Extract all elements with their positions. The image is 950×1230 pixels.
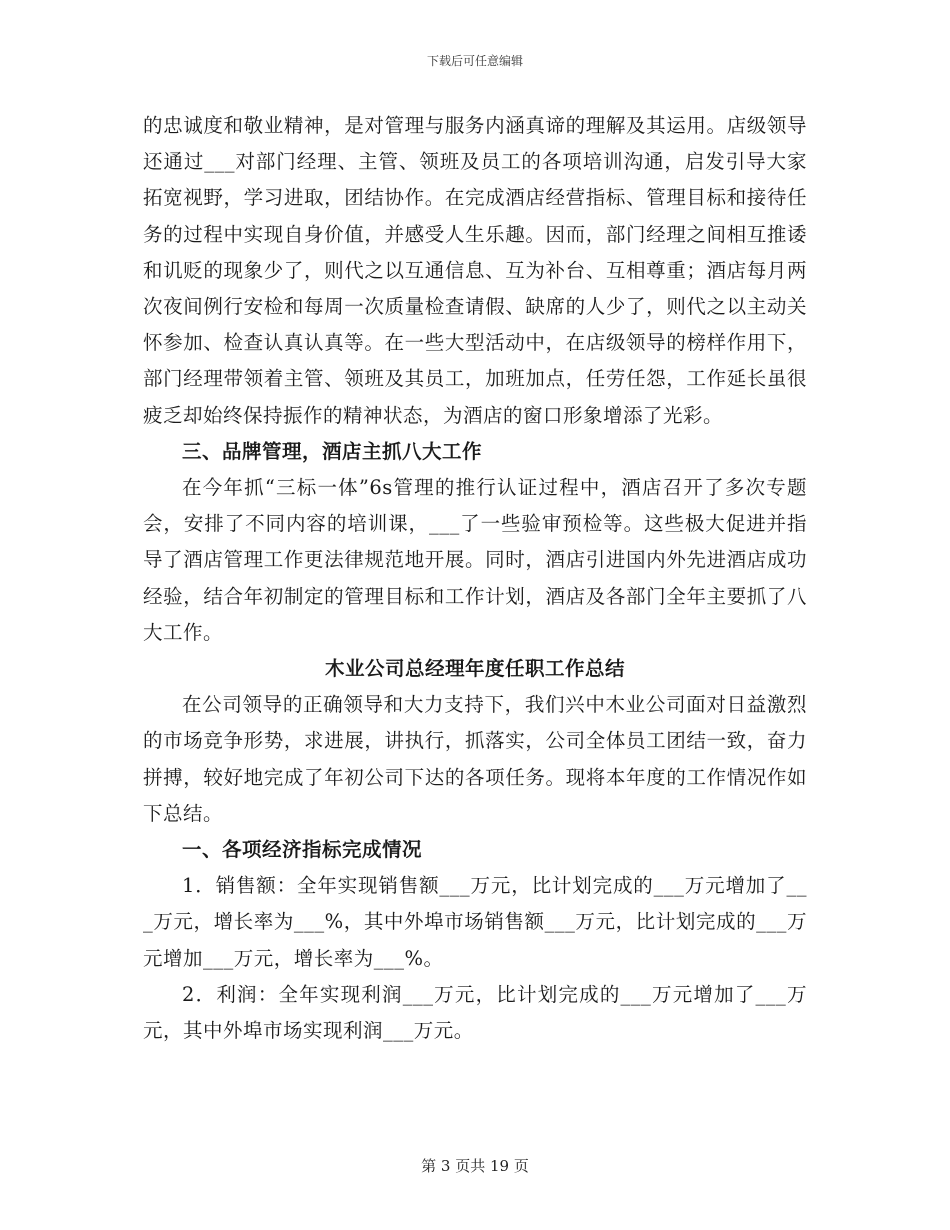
page-number: 第 3 页共 19 页	[421, 1157, 529, 1175]
document-body	[143, 108, 807, 1049]
paragraph-six-s-management: 在今年抓“三标一体”6s管理的推行认证过程中，酒店召开了多次专题会，安排了不同内容的培训课，___了一些验审预检等。这些极大促进并指导了酒店管理工作更法律规范地开展。同时，酒店引进国内外先进酒店成功经验，结合年初制定的管理目标和工作计划，酒店及各部门全年主要抓了八大工作。	[143, 476, 807, 644]
section-heading-economic-indicators: 一、各项经济指标完成情况	[182, 838, 423, 862]
page-header: 下载后可任意编辑	[426, 54, 523, 68]
paragraph-sales: 1．销售额：全年实现销售额___万元，比计划完成的___万元增加了___万元，增长率为___%，其中外埠市场销售额___万元，比计划完成的___万元增加___万元，增长率为___%。	[143, 874, 807, 970]
section-heading-brand-management: 三、品牌管理，酒店主抓八大工作	[182, 439, 483, 463]
document-title: 木业公司总经理年度任职工作总结	[324, 657, 625, 681]
paragraph-staff-loyalty: 的忠诚度和敬业精神，是对管理与服务内涵真谛的理解及其运用。店级领导还通过___对部门经理、主管、领班及员工的各项培训沟通，启发引导大家拓宽视野，学习进取，团结协作。在完成酒店经营指标、管理目标和接待任务的过程中实现自身价值，并感受人生乐趣。因而，部门经理之间相互推诿和讥贬的现象少了，则代之以互通信息、互为补台、互相尊重；酒店每月两次夜间例行安检和每周一次质量检查请假、缺席的人少了，则代之以主动关怀参加、检查认真认真等。在一些大型活动中，在店级领导的榜样作用下，部门经理带领着主管、领班及其员工，加班加点，任劳任怨，工作延长虽很疲乏却始终保持振作的精神状态，为酒店的窗口形象增添了光彩。	[143, 114, 807, 427]
paragraph-profit: 2．利润：全年实现利润___万元，比计划完成的___万元增加了___万元，其中外埠市场实现利润___万元。	[143, 982, 807, 1043]
paragraph-introduction: 在公司领导的正确领导和大力支持下，我们兴中木业公司面对日益激烈的市场竞争形势，求进展，讲执行，抓落实，公司全体员工团结一致，奋力拼搏，较好地完成了年初公司下达的各项任务。现将本年度的工作情况作如下总结。	[143, 693, 807, 825]
